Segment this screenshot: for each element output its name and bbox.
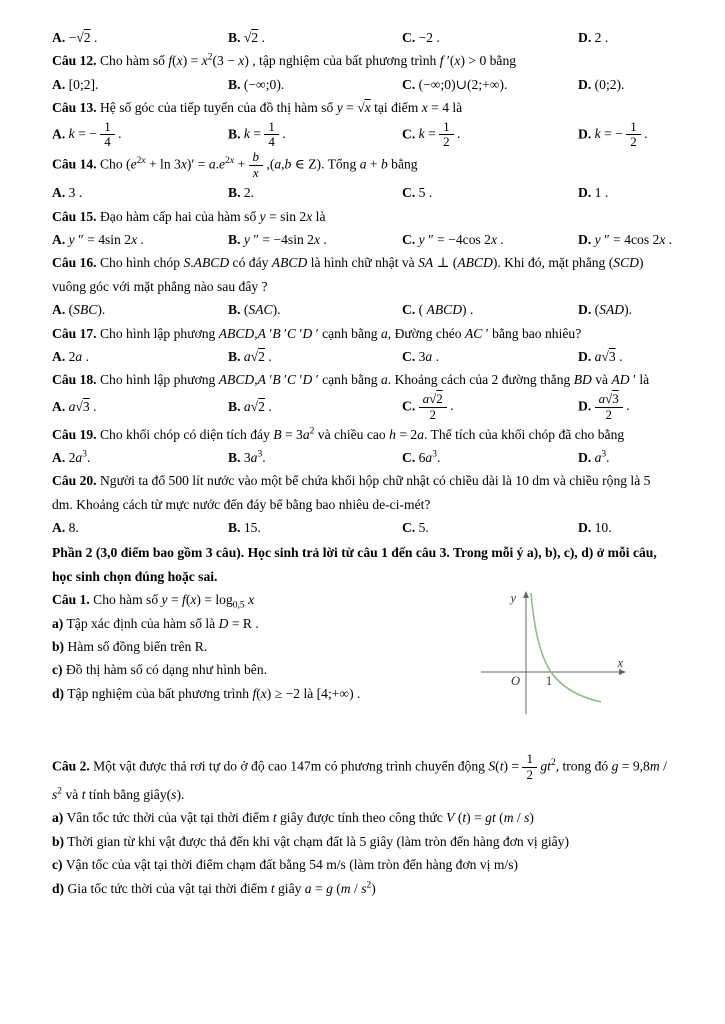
option-text: −√2 . <box>65 30 98 45</box>
option <box>578 345 673 368</box>
option-label: C. <box>402 232 416 247</box>
option-label: B. <box>228 76 241 92</box>
option-label: D. <box>578 449 592 465</box>
option-label: A. <box>52 76 66 92</box>
option-label: A. <box>52 30 66 45</box>
part2-heading: Phần 2 (3,0 điểm bao gồm 3 câu). Học sinh trả lời từ câu 1 đến câu 3. Trong mỗi ý a), b), c), d) ở mỗi câu, học sinh chọn đúng hoặc sai. <box>52 545 657 584</box>
part2-question <box>52 752 673 900</box>
options-row <box>52 298 673 321</box>
option-text: k = $\frac{1}{2}$ . <box>418 118 461 150</box>
option <box>402 26 578 49</box>
options-row <box>52 446 673 469</box>
statement-item: d) Gia tốc tức thời của vật tại thời điểm t giây a = g $(m / s^2)$ <box>52 879 376 896</box>
log-function-graph <box>473 588 633 720</box>
option <box>402 392 578 423</box>
option-text: ( ABCD) . <box>415 302 474 318</box>
option <box>52 228 228 251</box>
option <box>402 228 578 251</box>
option <box>52 120 228 151</box>
option-text: k = $\frac{1}{4}$ . <box>243 118 286 150</box>
statement-item: c) Đồ thị hàm số có dạng như hình bên. <box>52 662 268 678</box>
option-label: B. <box>228 30 241 45</box>
option <box>402 181 578 204</box>
option-label: A. <box>52 348 66 364</box>
option <box>52 73 228 96</box>
statement-item: a) Tập xác định của hàm số là D = R . <box>52 615 259 631</box>
option-text: y ″ = 4sin 2x . <box>68 232 144 247</box>
options-row <box>52 345 673 368</box>
option-text: 8. <box>65 520 79 535</box>
option <box>402 516 578 539</box>
statement-item: a) Vân tốc tức thời của vật tại thời điểm t giây được tính theo công thức V (t) = gt (m / s) <box>52 810 534 826</box>
log-graph-svg <box>473 588 633 720</box>
option <box>578 73 673 96</box>
statement-item: c) Vận tốc của vật tại thời điểm chạm đất bằng 54 m/s (làm tròn đến hàng đơn vị m/s) <box>52 857 519 873</box>
log-curve <box>531 593 601 702</box>
option-text: 2a . <box>65 348 90 364</box>
option <box>228 73 402 96</box>
option <box>228 181 402 204</box>
x-axis-label: x <box>617 656 623 671</box>
x-tick-label-1: 1 <box>545 674 553 689</box>
question-text: Câu 18. Cho hình lập phương ABCD,A ′B ′C ′D ′ cạnh bằng a. Khoảng cách của 2 đường thẳng BD và AD ′ là <box>52 372 650 388</box>
option <box>52 181 228 204</box>
part2-true-false-section <box>52 588 673 900</box>
option-label: C. <box>402 398 416 414</box>
option-text: (SAC). <box>240 302 281 318</box>
option-label: B. <box>228 449 241 465</box>
option-text: 2. <box>240 185 255 201</box>
option-text: a√3 . <box>68 399 97 415</box>
option-label: B. <box>228 520 241 535</box>
option <box>578 446 673 469</box>
options-row <box>52 392 673 423</box>
option-text: $6a^3$. <box>415 449 441 465</box>
options-row <box>52 120 673 151</box>
option-label: C. <box>402 449 416 465</box>
option <box>402 446 578 469</box>
option-text: 2 . <box>591 30 609 45</box>
option-text: k = − $\frac{1}{2}$ . <box>594 118 648 150</box>
option-text: (0;2). <box>591 76 625 92</box>
option-text: $3a^3$. <box>240 449 266 465</box>
option-text: (SBC). <box>65 302 106 318</box>
option-label: C. <box>402 185 416 201</box>
option-label: A. <box>52 520 66 535</box>
option-label: A. <box>52 449 66 465</box>
option <box>52 516 228 539</box>
option-label: C. <box>402 520 416 535</box>
option <box>578 392 673 423</box>
option-text: √2 . <box>240 30 265 45</box>
option-label: A. <box>52 302 66 318</box>
option <box>228 228 402 251</box>
option-text: (SAD). <box>591 302 633 318</box>
options-row <box>52 516 673 539</box>
option <box>228 446 402 469</box>
option-text: k = − $\frac{1}{4}$ . <box>68 118 122 150</box>
option-text: y ″ = −4cos 2x . <box>418 232 504 247</box>
option-text: $2a^3$. <box>65 449 91 465</box>
option-text: $\frac{a√3}{2}$ . <box>591 398 629 413</box>
option-label: C. <box>402 76 416 92</box>
option-text: −2 . <box>415 30 440 45</box>
option <box>228 120 402 151</box>
option-label: B. <box>228 399 241 415</box>
option-text: 15. <box>240 520 261 535</box>
option <box>578 298 673 321</box>
option-text: a√2 . <box>243 348 272 364</box>
option-label: A. <box>52 185 66 201</box>
option <box>578 516 673 539</box>
y-axis-arrow-icon <box>523 591 529 598</box>
option <box>228 26 402 49</box>
option <box>228 345 402 368</box>
part2-question <box>52 588 673 722</box>
y-axis-label: y <box>510 591 516 606</box>
option-label: C. <box>402 30 416 45</box>
option-text: 5 . <box>415 185 433 201</box>
option <box>228 395 402 418</box>
origin-label: O <box>510 674 520 689</box>
options-row <box>52 181 673 204</box>
option-label: D. <box>578 76 592 92</box>
option-text: 1 . <box>591 185 609 201</box>
option-label: B. <box>228 302 241 318</box>
option-text: y ″ = −4sin 2x . <box>243 232 327 247</box>
option <box>578 26 673 49</box>
option-label: D. <box>578 520 592 535</box>
option-text: (−∞;0). <box>240 76 285 92</box>
option <box>52 26 228 49</box>
question-text: Câu 19. Cho khối chóp có diện tích đáy $B = 3a^2$ và chiều cao h = 2a. Thể tích của khối chóp đã cho bằng <box>52 425 625 442</box>
option <box>228 516 402 539</box>
option-text: [0;2]. <box>65 76 99 92</box>
option-label: D. <box>578 185 592 201</box>
question-text: Câu 16. Cho hình chóp S.ABCD có đáy ABCD là hình chữ nhật và SA ⊥ (ABCD). Khi đó, mặt phẳng (SCD) vuông góc với mặt phẳng nào sau đây ? <box>52 255 644 294</box>
question-text: Câu 1. Cho hàm số $y = f(x) = \log_{0,5} x$ <box>52 592 255 611</box>
option <box>578 181 673 204</box>
option-label: A. <box>52 232 66 247</box>
option-text: (−∞;0)∪(2;+∞). <box>415 76 508 92</box>
option-label: D. <box>578 302 592 318</box>
option-label: C. <box>402 302 416 318</box>
statement-item: b) Thời gian từ khi vật được thả đến khi vật chạm đất là 5 giây (làm tròn đến hàng đơn vị giây) <box>52 833 570 849</box>
option-label: D. <box>578 348 592 364</box>
option-label: D. <box>578 398 592 414</box>
options-row <box>52 73 673 96</box>
option-text: $a^3$. <box>594 449 610 465</box>
option-label: A. <box>52 126 66 142</box>
options-row <box>52 228 673 251</box>
option <box>52 298 228 321</box>
question-text: Câu 12. Cho hàm số $f(x) = x^2(3 - x)$ , tập nghiệm của bất phương trình f ′(x) > 0 bằng <box>52 52 517 69</box>
option <box>52 345 228 368</box>
option <box>578 120 673 151</box>
question-text: Câu 2. Một vật được thả rơi tự do ở độ cao 147m có phương trình chuyển động S(t) = $\frac{1}{2}$ $gt^2$, trong đó $g = 9,8m / s^2$ và t tính bằng giây(s). <box>52 751 667 802</box>
option-text: 3a . <box>415 348 440 364</box>
option <box>52 446 228 469</box>
option <box>402 73 578 96</box>
statement-item: d) Tập nghiệm của bất phương trình f(x) ≥ −2 là [4;+∞) . <box>52 685 361 701</box>
option-label: D. <box>578 232 592 247</box>
option <box>402 298 578 321</box>
option <box>578 228 673 251</box>
option-text: $\frac{a√2}{2}$ . <box>415 398 453 413</box>
option-text: 3 . <box>65 185 83 201</box>
option <box>52 395 228 418</box>
option-label: C. <box>402 126 416 142</box>
option-label: B. <box>228 185 241 201</box>
option-text: a√2 . <box>243 399 272 415</box>
option-text: 10. <box>591 520 612 535</box>
question-text: Câu 20. Người ta đổ 500 lít nước vào một bể chứa khối hộp chữ nhật có chiều dài là 10 dm và chiều rộng là 5 dm. Khoảng cách từ mực nước đến đáy bể bằng bao nhiêu de-ci-mét? <box>52 473 651 512</box>
option-label: D. <box>578 126 592 142</box>
options-row <box>52 26 673 49</box>
question-text: Câu 14. Cho $(e^{2x} + \ln 3x)' = a.e^{2x}$ + $\frac{b}{x}$ ,(a,b ∈ Z). Tổng a + b bằng <box>52 149 418 181</box>
option <box>402 345 578 368</box>
option-label: B. <box>228 348 241 364</box>
option-text: 5. <box>415 520 429 535</box>
option <box>402 120 578 151</box>
question-text: Câu 17. Cho hình lập phương ABCD,A ′B ′C ′D ′ cạnh bằng a, Đường chéo AC ′ bằng bao nhiêu? <box>52 325 582 341</box>
option <box>228 298 402 321</box>
option-label: D. <box>578 30 592 45</box>
option-label: C. <box>402 348 416 364</box>
statement-item: b) Hàm số đồng biến trên R. <box>52 638 208 654</box>
option-label: A. <box>52 399 66 415</box>
option-text: y ″ = 4cos 2x . <box>594 232 673 247</box>
option-label: B. <box>228 232 241 247</box>
option-text: a√3 . <box>594 348 623 364</box>
option-label: B. <box>228 126 241 142</box>
part1-multiple-choice-section <box>52 26 673 539</box>
question-text: Câu 15. Đạo hàm cấp hai của hàm số y = sin 2x là <box>52 208 326 224</box>
question-text: Câu 13. Hệ số góc của tiếp tuyến của đồ thị hàm số y = √x tại điểm x = 4 là <box>52 100 463 116</box>
